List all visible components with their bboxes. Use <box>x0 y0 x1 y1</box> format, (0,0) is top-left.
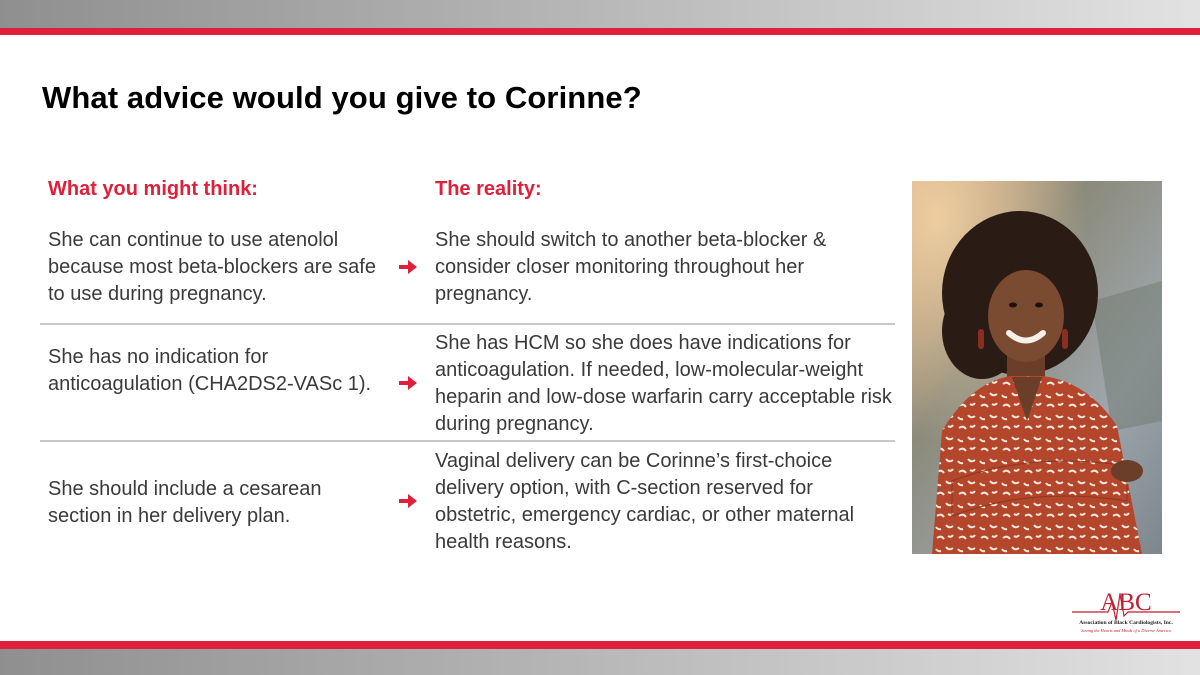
logo-org-name: Association of Black Cardiologists, Inc. <box>1079 620 1173 626</box>
reality-text-2: She has HCM so she does have indications for anticoagulation. If needed, low-molecular-weight heparin and low-dose warfarin carry acceptable risk during pregnancy. <box>435 332 892 435</box>
myth-text-3: She should include a cesarean section in her delivery plan. <box>48 478 322 527</box>
portrait-photo <box>912 181 1162 554</box>
logo-tagline: Saving the Hearts and Minds of a Diverse America <box>1081 628 1171 633</box>
myth-text-1: She can continue to use atenolol because most beta-blockers are safe to use during pregnancy. <box>48 229 376 305</box>
row-divider <box>40 440 895 442</box>
reality-text-3: Vaginal delivery can be Corinne’s first-choice delivery option, with C-section reserved for obstetric, emergency cardiac, or other maternal health reasons. <box>435 450 855 553</box>
reality-text-1: She should switch to another beta-blocker & consider closer monitoring throughout her pregnancy. <box>435 229 827 305</box>
arrow-right-icon <box>397 256 419 278</box>
myth-text-2: She has no indication for anticoagulation (CHA2DS2-VASc 1). <box>48 346 372 395</box>
header-the-reality: The reality: <box>435 178 542 200</box>
arrow-right-icon <box>397 372 419 394</box>
header-what-you-might-think: What you might think: <box>48 178 258 200</box>
abc-logo <box>1068 586 1184 638</box>
bottom-red-stripe <box>0 641 1200 649</box>
top-red-stripe <box>0 28 1200 35</box>
bottom-gray-band <box>0 649 1200 675</box>
row-divider <box>40 323 895 325</box>
logo-abbr: ABC <box>1100 589 1152 616</box>
top-gray-band <box>0 0 1200 28</box>
slide-title: What advice would you give to Corinne? <box>42 80 642 115</box>
arrow-right-icon <box>397 490 419 512</box>
